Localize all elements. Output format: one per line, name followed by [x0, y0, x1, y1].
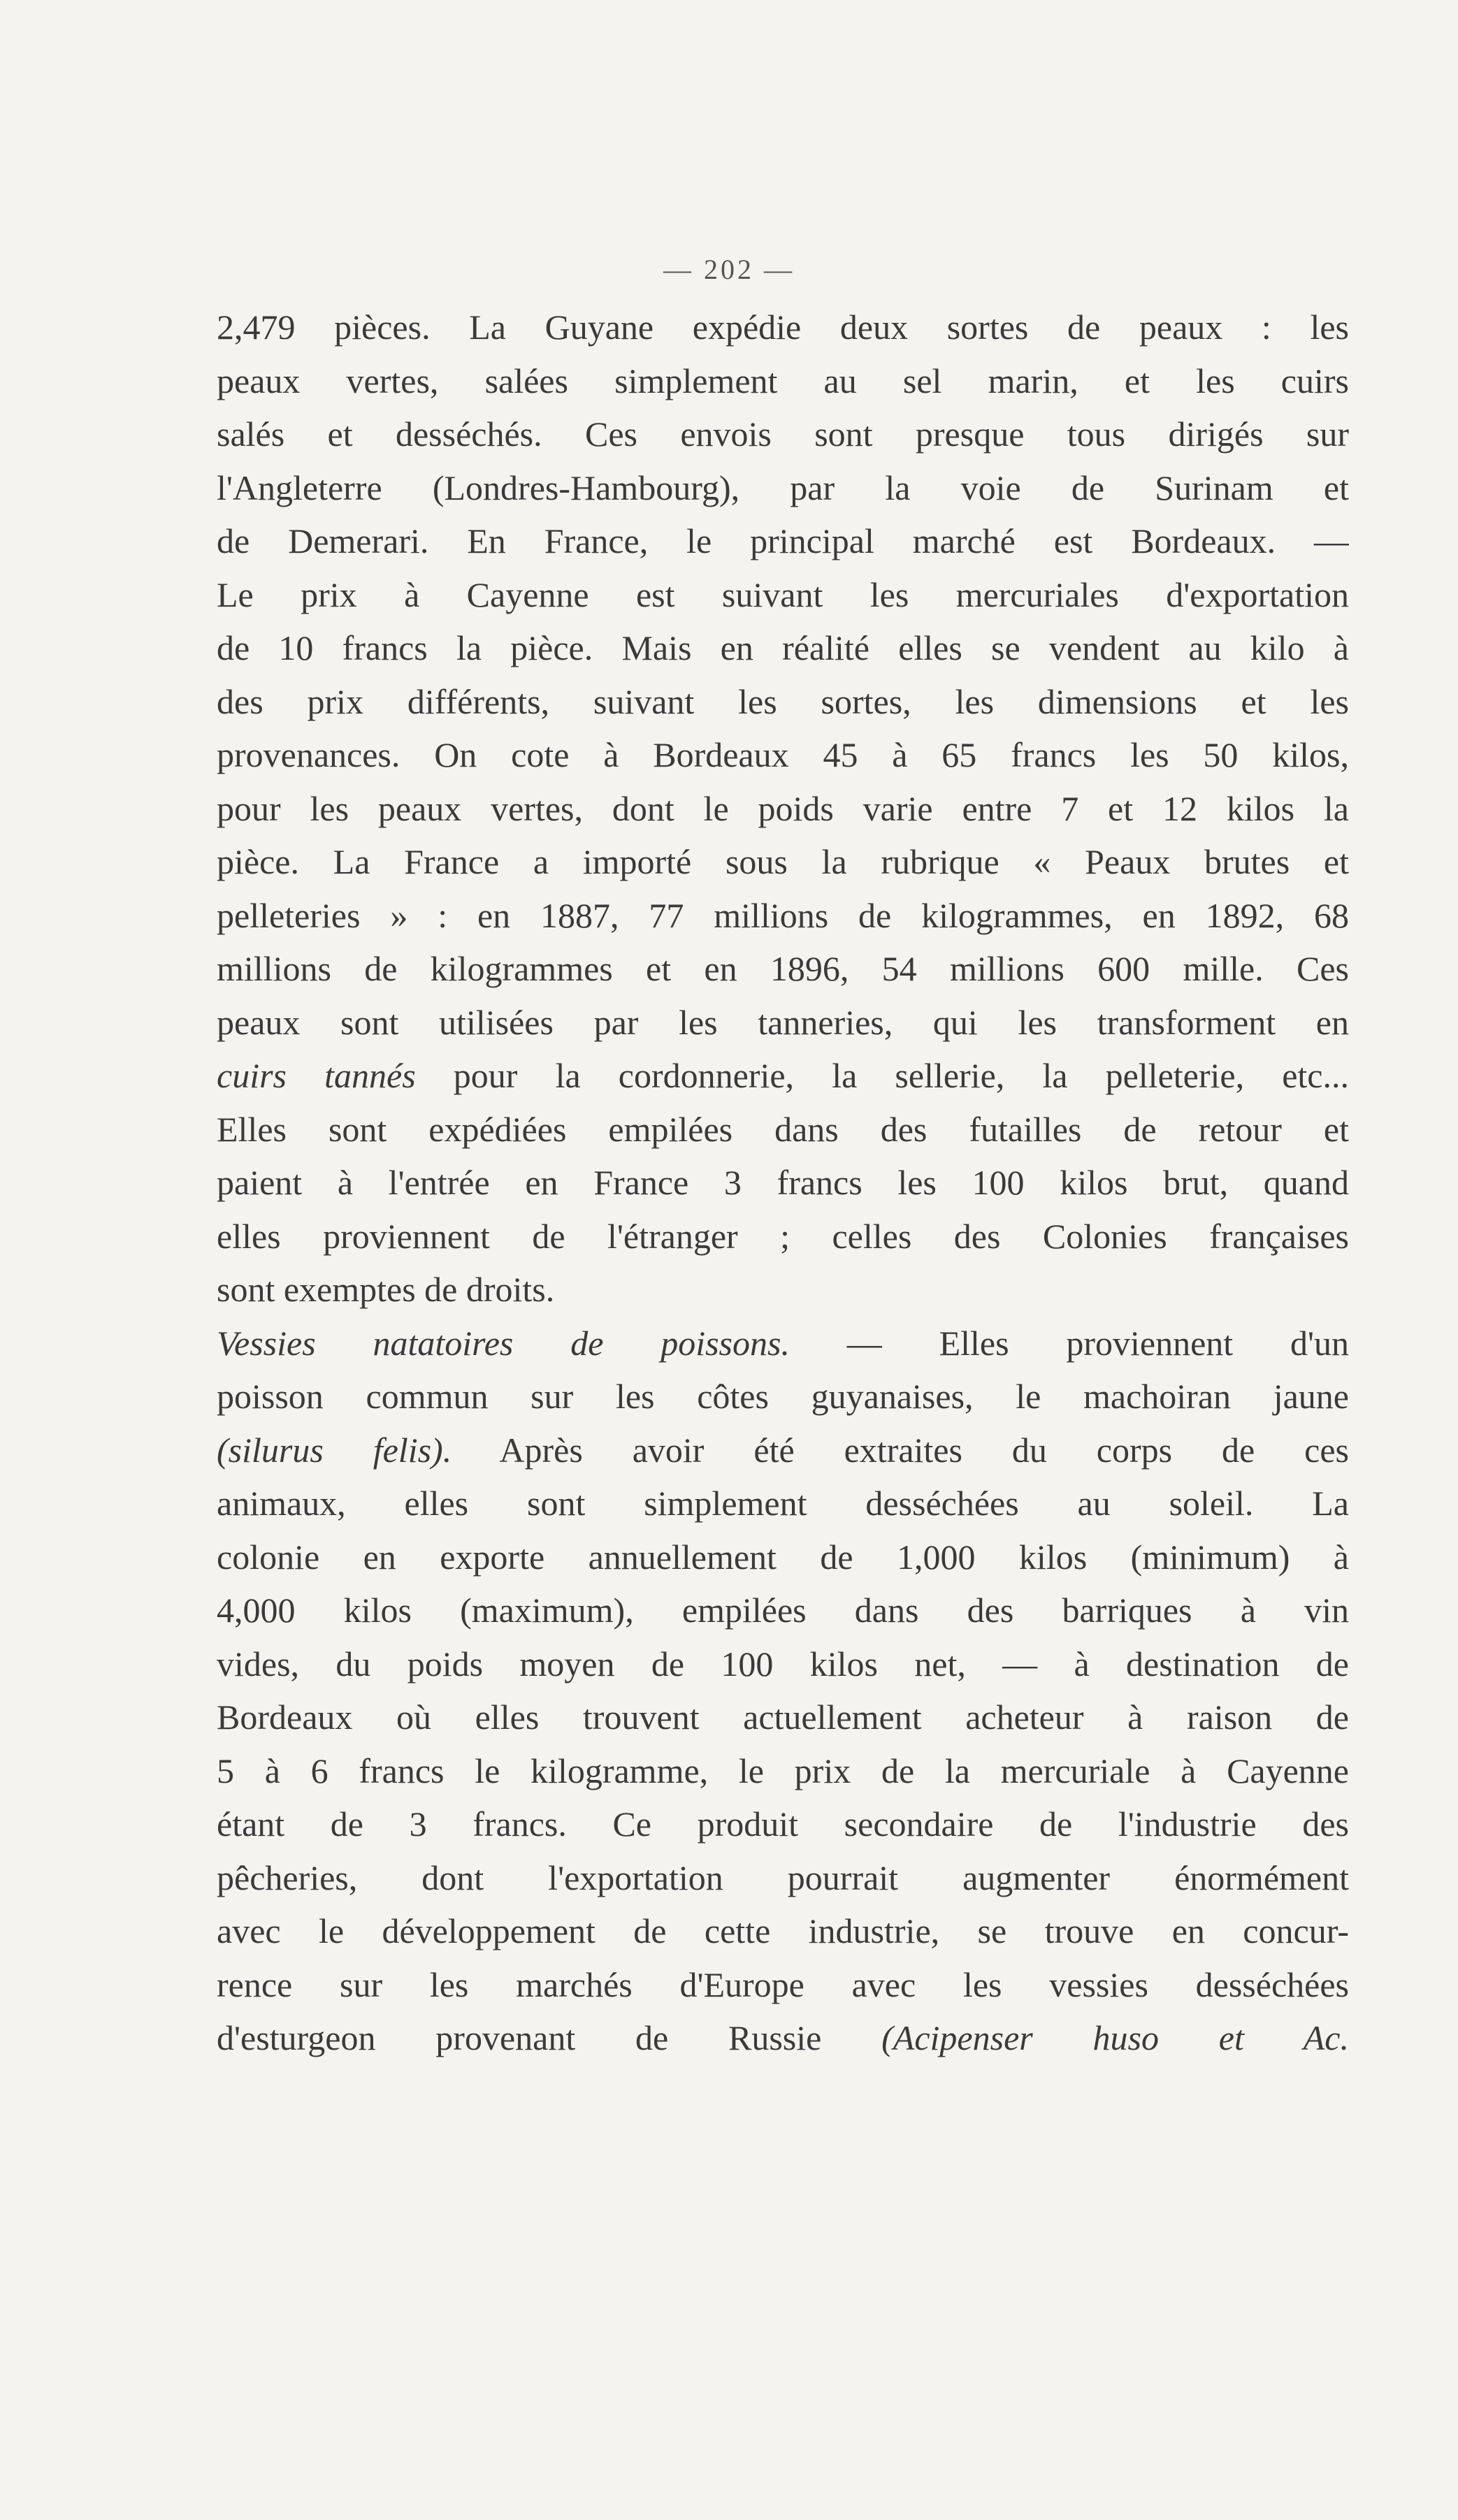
text-line: (silurus felis). Après avoir été extraites du corps de ces [217, 1430, 1349, 1470]
text-line: provenances. On cote à Bordeaux 45 à 65 francs les 50 kilos, [217, 735, 1349, 774]
text-line: des prix différents, suivant les sortes, les dimensions et les [217, 681, 1349, 721]
text-line: Bordeaux où elles trouvent actuellement acheteur à raison de [217, 1697, 1349, 1737]
text-line: vides, du poids moyen de 100 kilos net, — à destination de [217, 1644, 1349, 1683]
text-line: pêcheries, dont l'exportation pourrait augmenter énormément [217, 1858, 1349, 1897]
section-heading: Vessies natatoires de poissons. [217, 1323, 790, 1363]
text-line: l'Angleterre (Londres-Hambourg), par la voie de Surinam et [217, 468, 1349, 507]
scientific-name: (silurus felis). [217, 1430, 452, 1470]
text-line: 4,000 kilos (maximum), empilées dans des barriques à vin [217, 1591, 1349, 1630]
text-line: d'esturgeon provenant de Russie (Acipenser huso et Ac. [217, 2018, 1349, 2057]
text-line: rence sur les marchés d'Europe avec les vessies desséchées [217, 1964, 1349, 2004]
text-line: pièce. La France a importé sous la rubrique « Peaux brutes et [217, 842, 1349, 881]
text-line: poisson commun sur les côtes guyanaises, le machoiran jaune [217, 1377, 1349, 1416]
text-line: 5 à 6 francs le kilogramme, le prix de la mercuriale à Cayenne [217, 1751, 1349, 1790]
page-number: — 202 — [663, 254, 795, 285]
text-line: peaux sont utilisées par les tanneries, qui les transforment en [217, 1002, 1349, 1042]
text-line: millions de kilogrammes et en 1896, 54 millions 600 mille. Ces [217, 949, 1349, 988]
text-line: Le prix à Cayenne est suivant les mercuriales d'exportation [217, 574, 1349, 614]
text-line: elles proviennent de l'étranger ; celles des Colonies françaises [217, 1216, 1349, 1256]
text-line: colonie en exporte annuellement de 1,000 kilos (minimum) à [217, 1537, 1349, 1577]
text-line: Elles sont expédiées empilées dans des futailles de retour et [217, 1109, 1349, 1149]
text-line: 2,479 pièces. La Guyane expédie deux sortes de peaux : les [217, 307, 1349, 347]
text-line: peaux vertes, salées simplement au sel marin, et les cuirs [217, 361, 1349, 400]
text-line: de Demerari. En France, le principal marché est Bordeaux. — [217, 521, 1349, 560]
text-line: cuirs tannés pour la cordonnerie, la sellerie, la pelleterie, etc... [217, 1056, 1349, 1095]
text-line: avec le développement de cette industrie, se trouve en concur- [217, 1911, 1349, 1950]
text-line: animaux, elles sont simplement desséchées au soleil. La [217, 1484, 1349, 1523]
section-heading-line: Vessies natatoires de poissons. — Elles proviennent d'un [217, 1323, 1349, 1363]
text-line: paient à l'entrée en France 3 francs les 100 kilos brut, quand [217, 1163, 1349, 1202]
italic-term: cuirs tannés [217, 1056, 416, 1095]
text-line: pelleteries » : en 1887, 77 millions de kilogrammes, en 1892, 68 [217, 895, 1349, 935]
text-line: de 10 francs la pièce. Mais en réalité elles se vendent au kilo à [217, 628, 1349, 667]
body-text [217, 300, 1349, 2065]
text-line-paragraph-end: sont exemptes de droits. [217, 1270, 555, 1309]
text-line: salés et desséchés. Ces envois sont presque tous dirigés sur [217, 414, 1349, 454]
text-line: pour les peaux vertes, dont le poids varie entre 7 et 12 kilos la [217, 788, 1349, 828]
scientific-name: (Acipenser huso et Ac. [881, 2018, 1349, 2057]
text-line: étant de 3 francs. Ce produit secondaire de l'industrie des [217, 1804, 1349, 1844]
